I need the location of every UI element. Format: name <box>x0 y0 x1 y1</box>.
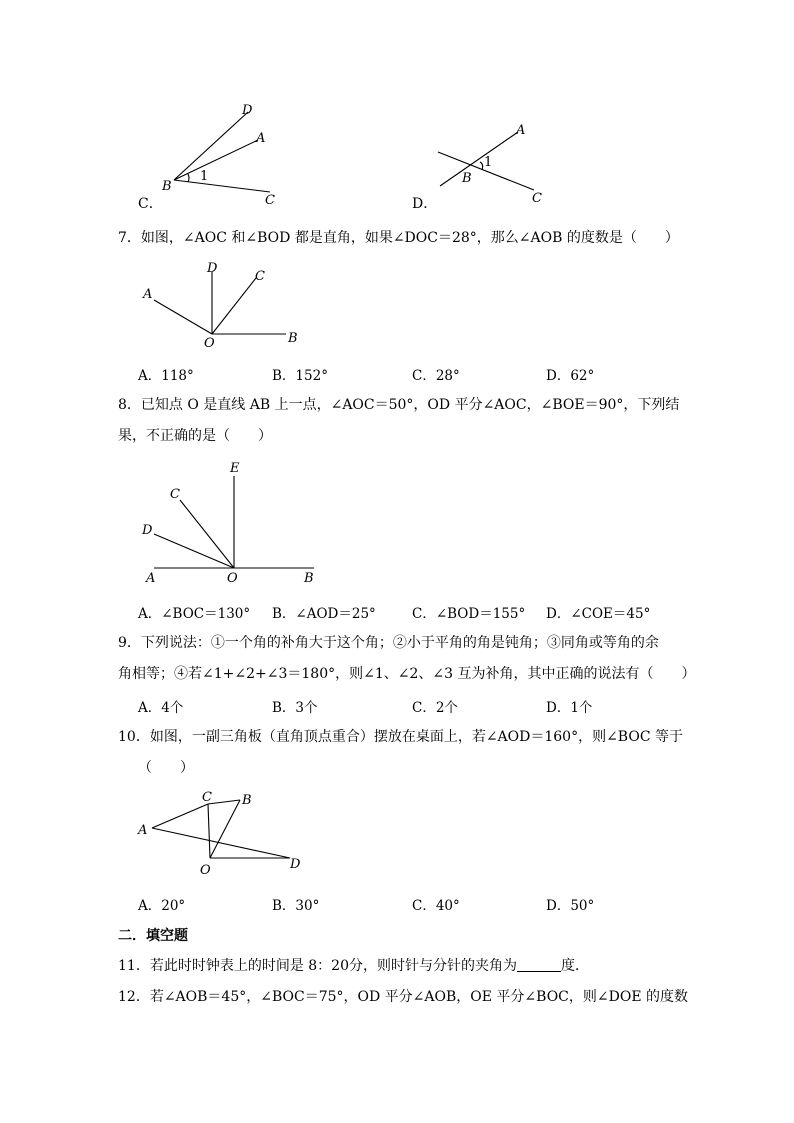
q8-figure <box>138 458 328 588</box>
q10-question-line2: （ ） <box>138 760 194 776</box>
label-a: A <box>256 131 266 146</box>
q6-option-d-figure <box>430 118 570 208</box>
ray-od <box>154 534 234 568</box>
label-c: C <box>532 191 542 206</box>
side-co <box>208 804 210 858</box>
side-ac <box>152 804 208 828</box>
q9-option-a[interactable]: A．4个 <box>138 700 184 716</box>
label-o: O <box>200 863 211 878</box>
q7-option-b[interactable]: B．152° <box>272 368 328 384</box>
q9-option-c[interactable]: C．2个 <box>412 700 458 716</box>
label-a: A <box>138 823 148 838</box>
ray-oa <box>154 300 212 334</box>
label-d: D <box>142 523 153 538</box>
ray-oc <box>212 278 256 334</box>
label-b: B <box>304 571 314 586</box>
q6-option-c-figure <box>150 100 290 210</box>
label-c: C <box>255 269 265 284</box>
q11-text-after: 度． <box>561 958 589 974</box>
label-o: O <box>227 571 238 586</box>
label-d: D <box>207 261 218 276</box>
q7-option-d[interactable]: D．62° <box>546 368 595 384</box>
q8-option-d[interactable]: D．∠COE＝45° <box>546 606 651 622</box>
label-d: D <box>242 103 253 118</box>
q6-option-d-label[interactable]: D． <box>412 196 438 212</box>
angle-arc-1 <box>188 174 189 182</box>
label-e: E <box>230 461 240 476</box>
side-ad <box>152 828 290 858</box>
label-a: A <box>143 287 153 302</box>
q9-question-line2: 角相等；④若∠1+∠2+∠3＝180°，则∠1、∠2、∠3 互为补角，其中正确的说法有（ ） <box>118 666 696 682</box>
q9-option-d[interactable]: D．1个 <box>546 700 593 716</box>
label-b: B <box>462 171 472 186</box>
q10-option-b[interactable]: B．30° <box>272 898 320 914</box>
q11-question <box>118 956 589 976</box>
label-b: B <box>288 331 298 346</box>
q6-option-c-label[interactable]: C． <box>138 196 163 212</box>
ray-bd <box>174 112 248 180</box>
q8-option-a[interactable]: A．∠BOC＝130° <box>138 606 251 622</box>
q10-option-d[interactable]: D．50° <box>546 898 595 914</box>
line-through-b-a <box>440 132 518 186</box>
q10-question-line1: 10．如图，一副三角板（直角顶点重合）摆放在桌面上，若∠AOD＝160°，则∠BOC 等于 <box>118 729 683 745</box>
label-b: B <box>162 179 172 194</box>
label-d: D <box>290 857 301 872</box>
q11-answer-blank[interactable] <box>517 957 561 972</box>
label-b: B <box>242 793 252 808</box>
section-title-fill-in: 二．填空题 <box>118 928 188 944</box>
q10-figure <box>136 788 316 880</box>
q7-option-a[interactable]: A．118° <box>138 368 194 384</box>
q9-question-line1: 9．下列说法：①一个角的补角大于这个角；②小于平角的角是钝角；③同角或等角的余 <box>118 635 659 651</box>
ray-oc <box>180 500 234 568</box>
q10-option-a[interactable]: A．20° <box>138 898 186 914</box>
label-1: 1 <box>484 155 493 170</box>
q7-option-c[interactable]: C．28° <box>412 368 460 384</box>
q11-text-before: 11．若此时时钟表上的时间是 8：20分，则时针与分针的夹角为 <box>118 958 517 974</box>
q7-question: 7．如图，∠AOC 和∠BOD 都是直角，如果∠DOC＝28°，那么∠AOB 的度数是（ ） <box>118 230 679 246</box>
label-c: C <box>170 487 180 502</box>
label-o: O <box>204 336 215 351</box>
side-cb <box>208 800 240 804</box>
ray-ba <box>174 140 258 180</box>
label-a: A <box>516 123 526 138</box>
side-bo <box>210 800 240 858</box>
label-c: C <box>265 193 275 208</box>
q8-question-line1: 8．已知点 O 是直线 AB 上一点，∠AOC＝50°，OD 平分∠AOC，∠BOE＝90°，下列结 <box>118 397 680 413</box>
q7-figure <box>138 258 318 350</box>
q8-option-b[interactable]: B．∠AOD＝25° <box>272 606 376 622</box>
label-a: A <box>146 571 156 586</box>
q8-question-line2: 果，不正确的是（ ） <box>118 428 272 444</box>
label-1: 1 <box>200 169 209 184</box>
label-c: C <box>202 790 212 805</box>
q10-option-c[interactable]: C．40° <box>412 898 460 914</box>
q9-option-b[interactable]: B．3个 <box>272 700 318 716</box>
q8-option-c[interactable]: C．∠BOD＝155° <box>412 606 526 622</box>
q12-question: 12．若∠AOB＝45°，∠BOC＝75°，OD 平分∠AOB，OE 平分∠BOC，则∠DOE 的度数 <box>118 989 688 1005</box>
